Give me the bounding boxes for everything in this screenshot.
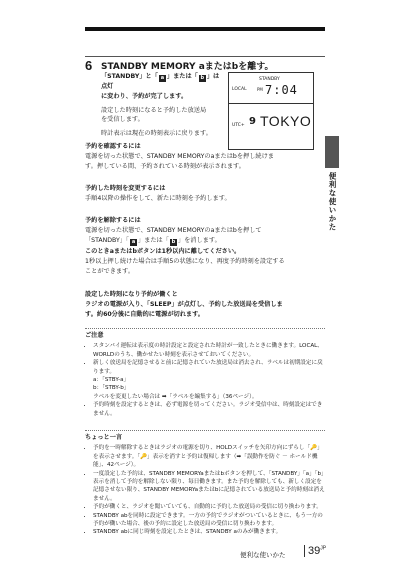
- lcd-city: TOKYO: [260, 113, 312, 129]
- note-item: • スタンバイ運転は表示度の時計設定と設定された時計が一致したときに働きます。LOCAL、WORLDのうち、働かせたい時刻を表示させておいてください。: [93, 342, 325, 359]
- notes-title: ご注意: [85, 332, 104, 339]
- cancel-line-3: このときaまたはbボタンは1秒以内に離してください。: [85, 247, 241, 255]
- note-item: ラベルを変更したい場合は ➡「ラベルを編集する」（36ページ）。: [93, 393, 258, 400]
- page-number: [304, 545, 326, 557]
- cancel-line2-pre: 「STANDBY」「: [85, 237, 129, 245]
- lcd-local-label: LOCAL: [232, 87, 247, 92]
- note-item: a：「STBY-a」: [93, 377, 130, 384]
- tips-box: [85, 430, 325, 537]
- step-rule: [85, 56, 325, 57]
- step-line1-post: 」は点灯: [101, 73, 220, 90]
- key-a: a: [160, 75, 165, 81]
- step-line1-mid: 」または「: [166, 73, 198, 80]
- side-tab-label: 便利な使いかた: [328, 172, 337, 232]
- notes-box: [85, 328, 325, 418]
- page-number-value: 39: [308, 545, 321, 557]
- cancel-line2-mid: 」または「: [138, 237, 169, 245]
- change-heading: 予約した時刻を変更するには: [85, 185, 166, 192]
- section-cancel: [85, 216, 325, 277]
- lcd-standby-label: STANDBY: [259, 77, 280, 82]
- tip-item: • STANDBY abに同じ時刻を設定したときは、STANDBY aのみが働きます。: [93, 528, 325, 536]
- step-description: [101, 72, 221, 139]
- radio-heading: 設定した時刻になり予約が働くと: [85, 291, 178, 298]
- lcd-pm-label: PM: [257, 87, 263, 92]
- side-tab-marker: [325, 136, 339, 168]
- note-item: • 新しく放送局を記憶させると前に記憶されていた放送局は消去され、ラベルは初期設定に戻ります。: [93, 359, 325, 376]
- section-radio: [85, 290, 325, 321]
- key-b: b: [171, 239, 176, 246]
- lcd-top-row: [229, 73, 313, 104]
- step-title: STANDBY MEMORY aまたはbを離す。: [101, 62, 274, 72]
- cancel-heading: 予約を解除するには: [85, 217, 141, 224]
- step-line-5: 時計表示は現在の時刻表示に戻ります。: [101, 130, 212, 138]
- tips-list: [85, 444, 325, 536]
- confirm-line-1: 電源を切った状態で、STANDBY MEMORYのaまたはbを押し続けま: [85, 153, 274, 161]
- tip-item: • STANDBY abを同時に設定できます。一方の予約でラジオがついているときに、もう一方の予約が働いた場合、後の予約に設定した放送局の受信に切り換わります。: [93, 512, 325, 529]
- note-item: • 予約時刻を設定するときは、必ず電源を切ってください。ラジオ受信中は、時刻設定はできません。: [93, 401, 325, 418]
- tips-title: ちょっと一言: [85, 434, 123, 441]
- radio-line-1: ラジオの電源が入り、「SLEEP」が点灯し、予約した放送局を受信しま: [85, 301, 283, 309]
- step-line-1: [101, 72, 221, 92]
- top-rule: [85, 27, 325, 31]
- step-line-3: 設定した時刻になると予約した放送局: [101, 106, 207, 114]
- lcd-display-illustration: [228, 72, 314, 150]
- cancel-line-1: 電源を切った状態で、STANDBY MEMORYのaまたはbを押して: [85, 227, 262, 235]
- tip-item: • 予約が働くと、ラジオを聞いていても、自動的に予約した放送局の受信に切り換わります。: [93, 503, 325, 511]
- tip-item: • 予約を一時解除するときはラジオの電源を切り、HOLDスイッチを矢印方向にずらし「🔑」を表示させます。「🔑」表示を消すと予約は復帰します（➡「誤動作を防ぐ － ホールド機能」、42ページ）。: [93, 444, 325, 469]
- radio-line-2: す。約60分後に自動的に電源が切れます。: [85, 311, 204, 319]
- step-number: 6: [85, 58, 93, 73]
- footer-section-label: 便利な使いかた: [240, 551, 286, 559]
- lcd-utc-label: UTC+: [232, 123, 245, 128]
- cancel-line-2: [85, 236, 325, 246]
- lcd-time: 7:04: [265, 83, 298, 97]
- section-confirm: [85, 142, 325, 173]
- cancel-line2-post: 」を消します。: [177, 237, 221, 245]
- section-change: [85, 184, 325, 204]
- page-number-suffix: JP: [320, 545, 327, 552]
- step-line1-pre: 「STANDBY」と「: [101, 73, 158, 80]
- confirm-heading: 予約を確認するには: [85, 143, 141, 150]
- step-line-4: を受信します。: [101, 116, 144, 124]
- cancel-line-5: ことができます。: [85, 268, 135, 276]
- lcd-zone-number: 9: [249, 116, 256, 127]
- tip-item: • 一度設定した予約は、STANDBY MEMORYaまたはbボタンを押して、「STANDBY」「a」「b」表示を消して予約を解除しない限り、毎日働きます。また予約を解除しても、新しく設定を記憶させない限り、STANDBY MEMORYaまたはbに記憶されている放送局と予約時刻は消えません。: [93, 470, 325, 504]
- note-item: b：「STBY-b」: [93, 385, 130, 392]
- cancel-line-4: 1秒以上押し続けた場合は手順5の状態になり、再度予約時刻を設定する: [85, 257, 285, 265]
- key-b: b: [200, 75, 205, 81]
- notes-list: [85, 342, 325, 418]
- confirm-line-2: す。押している間、予約されている時刻が表示されます。: [85, 163, 245, 171]
- key-a: a: [131, 239, 136, 246]
- change-line-1: 手順4以降の操作をして、新たに時刻を予約します。: [85, 195, 231, 203]
- step-line-2: に変わり、予約が完了します。: [101, 92, 188, 100]
